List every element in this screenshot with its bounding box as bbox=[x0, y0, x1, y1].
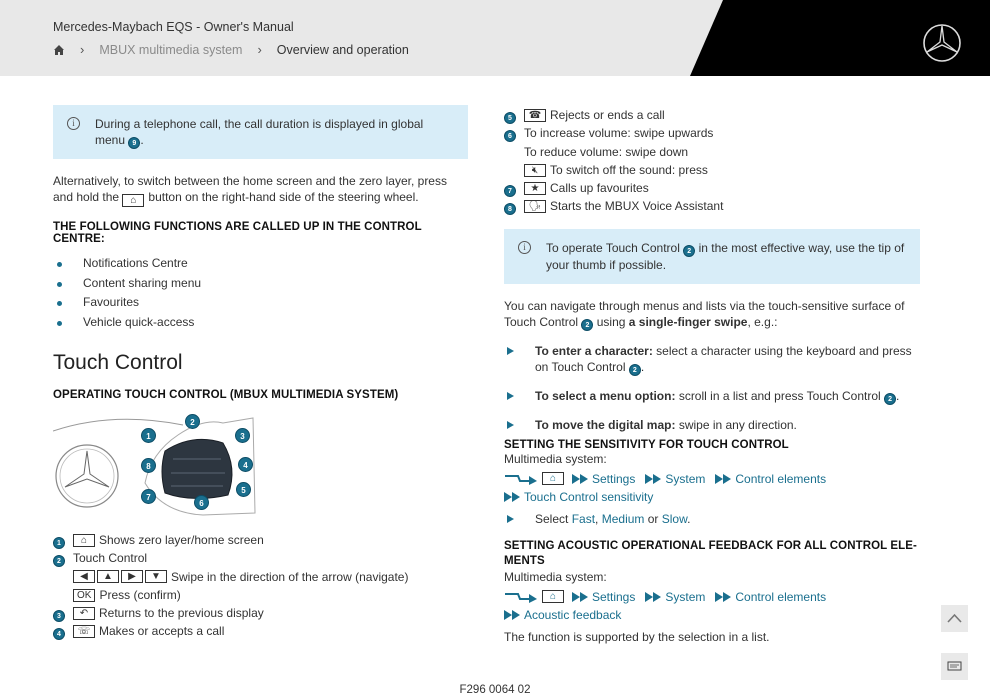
list-item: Notifications Centre bbox=[53, 254, 468, 274]
legend-text: Starts the MBUX Voice Assistant bbox=[550, 199, 724, 214]
legend-text: Swipe in the direction of the arrow (navigate) bbox=[171, 569, 409, 584]
home-key-icon: ⌂ bbox=[542, 590, 564, 603]
legend-text: Makes or accepts a call bbox=[99, 624, 225, 639]
path-acoustic-feedback[interactable]: Acoustic feedback bbox=[524, 607, 622, 622]
breadcrumb bbox=[53, 42, 409, 57]
legend-row-5 bbox=[504, 106, 920, 124]
legend-text: Rejects or ends a call bbox=[550, 108, 665, 122]
instruction-item: To enter a character: select a character using the keyboard and press on Touch Control 2 . bbox=[504, 343, 920, 376]
callout-badge: 2 bbox=[53, 555, 65, 567]
sensitivity-heading: SETTING THE SENSITIVITY FOR TOUCH CONTROL bbox=[504, 438, 789, 451]
info-icon: i bbox=[67, 117, 80, 130]
callout-badge: 7 bbox=[504, 185, 516, 197]
double-arrow-icon bbox=[715, 474, 731, 484]
legend-text: Touch Control bbox=[73, 551, 148, 566]
info-text: in the most effective way, use the tip of your thumb if possible. bbox=[546, 240, 905, 272]
instruction-text: select a character using the keyboard and press on Touch Control bbox=[535, 343, 912, 374]
back-key-icon: ↶ bbox=[73, 607, 95, 620]
instruction-item: To select a menu option: scroll in a list and press Touch Control 2 . bbox=[504, 388, 920, 405]
callout-badge: 2 bbox=[185, 414, 200, 429]
double-arrow-icon bbox=[572, 592, 588, 602]
info-box-call-duration: i During a telephone call, the call duration is displayed in global menu 9 . bbox=[53, 105, 468, 159]
menu-path-acoustic bbox=[504, 588, 920, 606]
arrow-down-key-icon: ▼ bbox=[145, 570, 167, 583]
home-key-icon: ⌂ bbox=[73, 534, 95, 547]
legend-row-6b bbox=[504, 143, 920, 161]
callout-badge: 4 bbox=[53, 628, 65, 640]
instruction-text: swipe in any direction. bbox=[678, 417, 797, 432]
acoustic-heading: SETTING ACOUSTIC OPERATIONAL FEEDBACK FOR ALL CONTROL ELE-MENTS bbox=[504, 539, 917, 567]
callout-badge: 9 bbox=[128, 137, 140, 149]
path-settings[interactable]: Settings bbox=[592, 471, 636, 486]
callout-badge: 2 bbox=[581, 319, 593, 331]
ok-key-icon: OK bbox=[73, 589, 95, 602]
double-arrow-icon bbox=[504, 492, 520, 502]
chevron-up-icon bbox=[941, 605, 968, 632]
para-text: using bbox=[596, 314, 626, 329]
menu-path-sensitivity-2 bbox=[504, 488, 920, 506]
arrow-left-key-icon: ◀ bbox=[73, 570, 95, 583]
multimedia-label: Multimedia system: bbox=[504, 451, 607, 466]
supported-text: The function is supported by the selection in a list. bbox=[504, 629, 770, 644]
para-text: Alternatively, to switch between the home screen and the zero layer, press and hold the bbox=[53, 174, 447, 204]
callout-badge: 6 bbox=[504, 130, 516, 142]
para-text: button on the right-hand side of the steering wheel. bbox=[148, 190, 419, 204]
path-system[interactable]: System bbox=[665, 589, 706, 604]
path-control-elements[interactable]: Control elements bbox=[735, 589, 827, 604]
legend-text: Returns to the previous display bbox=[99, 606, 264, 621]
chevron-right-icon: › bbox=[257, 42, 262, 57]
legend-row-2 bbox=[53, 549, 468, 567]
legend-text: Press (confirm) bbox=[99, 587, 181, 602]
list-item: Favourites bbox=[53, 293, 468, 313]
callout-badge: 1 bbox=[141, 428, 156, 443]
legend-row-2b bbox=[53, 586, 468, 604]
path-settings[interactable]: Settings bbox=[592, 589, 636, 604]
menu-path-arrow-icon bbox=[504, 473, 538, 485]
home-key-icon: ⌂ bbox=[122, 194, 144, 207]
callout-badge: 3 bbox=[235, 428, 250, 443]
right-column bbox=[504, 106, 920, 645]
para-text: You can navigate through menus and lists via the touch-sensitive surface of Touch Control bbox=[504, 298, 905, 329]
phone-reject-key-icon: ☎ bbox=[524, 109, 546, 122]
callout-badge: 7 bbox=[141, 489, 156, 504]
legend-row-2a bbox=[53, 568, 468, 586]
figure-code: F296 0064 02 bbox=[459, 684, 531, 696]
legend-text: Calls up favourites bbox=[550, 181, 649, 196]
arrow-bullet-icon bbox=[507, 347, 514, 355]
instruction-item bbox=[504, 417, 920, 433]
callout-badge: 6 bbox=[194, 495, 209, 510]
mercedes-star-logo bbox=[922, 23, 962, 63]
select-text: or bbox=[647, 511, 659, 526]
callout-badge: 8 bbox=[141, 458, 156, 473]
option-slow[interactable]: Slow bbox=[661, 511, 688, 526]
mute-key-icon: 🔇︎ bbox=[524, 164, 546, 177]
path-control-elements[interactable]: Control elements bbox=[735, 471, 827, 486]
navigate-paragraph bbox=[504, 298, 920, 331]
control-centre-heading: THE FOLLOWING FUNCTIONS ARE CALLED UP IN THE CONTROL CENTRE: bbox=[53, 221, 422, 245]
operating-heading: OPERATING TOUCH CONTROL (MBUX MULTIMEDIA SYSTEM) bbox=[53, 389, 399, 401]
double-arrow-icon bbox=[645, 474, 661, 484]
scroll-to-top-button[interactable] bbox=[941, 605, 968, 632]
instruction-text: scroll in a list and press Touch Control bbox=[678, 388, 881, 403]
feedback-icon bbox=[941, 653, 968, 680]
legend-text: To increase volume: swipe upwards bbox=[524, 126, 714, 141]
instruction-bold: To select a menu option: bbox=[535, 388, 676, 403]
multimedia-label: Multimedia system: bbox=[504, 569, 607, 584]
para-bold: a single-finger swipe bbox=[628, 314, 748, 329]
info-icon: i bbox=[518, 241, 531, 254]
double-arrow-icon bbox=[645, 592, 661, 602]
double-arrow-icon bbox=[572, 474, 588, 484]
callout-badge: 1 bbox=[53, 537, 65, 549]
left-legend bbox=[53, 531, 468, 641]
legend-row-6 bbox=[504, 124, 920, 142]
menu-path-acoustic-2 bbox=[504, 606, 920, 624]
path-touch-sensitivity[interactable]: Touch Control sensitivity bbox=[524, 489, 654, 504]
menu-path-sensitivity bbox=[504, 470, 920, 488]
arrow-up-key-icon: ▲ bbox=[97, 570, 119, 583]
left-column bbox=[53, 105, 468, 641]
star-key-icon: ★ bbox=[524, 182, 546, 195]
home-key-icon: ⌂ bbox=[542, 472, 564, 485]
alternative-paragraph bbox=[53, 173, 468, 207]
callout-badge: 2 bbox=[683, 245, 695, 257]
right-legend bbox=[504, 106, 920, 216]
legend-text: To reduce volume: swipe down bbox=[524, 144, 689, 159]
callout-badge: 4 bbox=[238, 457, 253, 472]
double-arrow-icon bbox=[504, 610, 520, 620]
legend-row-7 bbox=[504, 179, 920, 197]
callout-badge: 3 bbox=[53, 610, 65, 622]
instruction-list bbox=[504, 343, 920, 433]
callout-badge: 2 bbox=[629, 364, 641, 376]
callout-badge: 5 bbox=[236, 482, 251, 497]
option-fast[interactable]: Fast bbox=[571, 511, 596, 526]
arrow-bullet-icon bbox=[507, 515, 514, 523]
phone-accept-key-icon: ☏ bbox=[73, 625, 95, 638]
section-title: Touch Control bbox=[53, 351, 183, 374]
feedback-button[interactable] bbox=[941, 653, 968, 680]
para-text: , e.g.: bbox=[747, 314, 778, 329]
legend-row-6c bbox=[504, 161, 920, 179]
home-icon[interactable] bbox=[53, 44, 65, 56]
breadcrumb-mbux[interactable]: MBUX multimedia system bbox=[99, 42, 243, 57]
voice-assistant-key-icon: 🗣︎ bbox=[524, 200, 546, 213]
callout-badge: 5 bbox=[504, 112, 516, 124]
chevron-right-icon: › bbox=[80, 42, 85, 57]
list-item: Content sharing menu bbox=[53, 274, 468, 294]
select-sensitivity: Select Fast, Medium or Slow. bbox=[504, 511, 920, 527]
legend-text: To switch off the sound: press bbox=[550, 162, 708, 177]
page-header bbox=[0, 0, 990, 76]
legend-row-4 bbox=[53, 622, 468, 640]
instruction-bold: To enter a character: bbox=[535, 343, 653, 358]
document-title: Mercedes-Maybach EQS - Owner's Manual bbox=[53, 20, 294, 34]
list-item: Vehicle quick-access bbox=[53, 313, 468, 333]
arrow-bullet-icon bbox=[507, 392, 514, 400]
info-box-thumb bbox=[504, 229, 920, 284]
arrow-right-key-icon: ▶ bbox=[121, 570, 143, 583]
legend-row-1 bbox=[53, 531, 468, 549]
instruction-bold: To move the digital map: bbox=[535, 417, 676, 432]
callout-badge: 2 bbox=[884, 393, 896, 405]
arrow-bullet-icon bbox=[507, 421, 514, 429]
legend-row-8 bbox=[504, 197, 920, 215]
path-system[interactable]: System bbox=[665, 471, 706, 486]
select-text: Select bbox=[535, 511, 569, 526]
info-text: During a telephone call, the call duration is displayed in global menu bbox=[95, 117, 424, 147]
figure-callouts bbox=[53, 408, 263, 516]
info-text: To operate Touch Control bbox=[546, 240, 680, 255]
callout-badge: 8 bbox=[504, 203, 516, 215]
menu-path-arrow-icon bbox=[504, 591, 538, 603]
legend-text: Shows zero layer/home screen bbox=[99, 533, 264, 547]
breadcrumb-current: Overview and operation bbox=[276, 42, 409, 57]
double-arrow-icon bbox=[715, 592, 731, 602]
option-medium[interactable]: Medium bbox=[601, 511, 645, 526]
control-centre-list bbox=[53, 254, 468, 332]
legend-row-3 bbox=[53, 604, 468, 622]
